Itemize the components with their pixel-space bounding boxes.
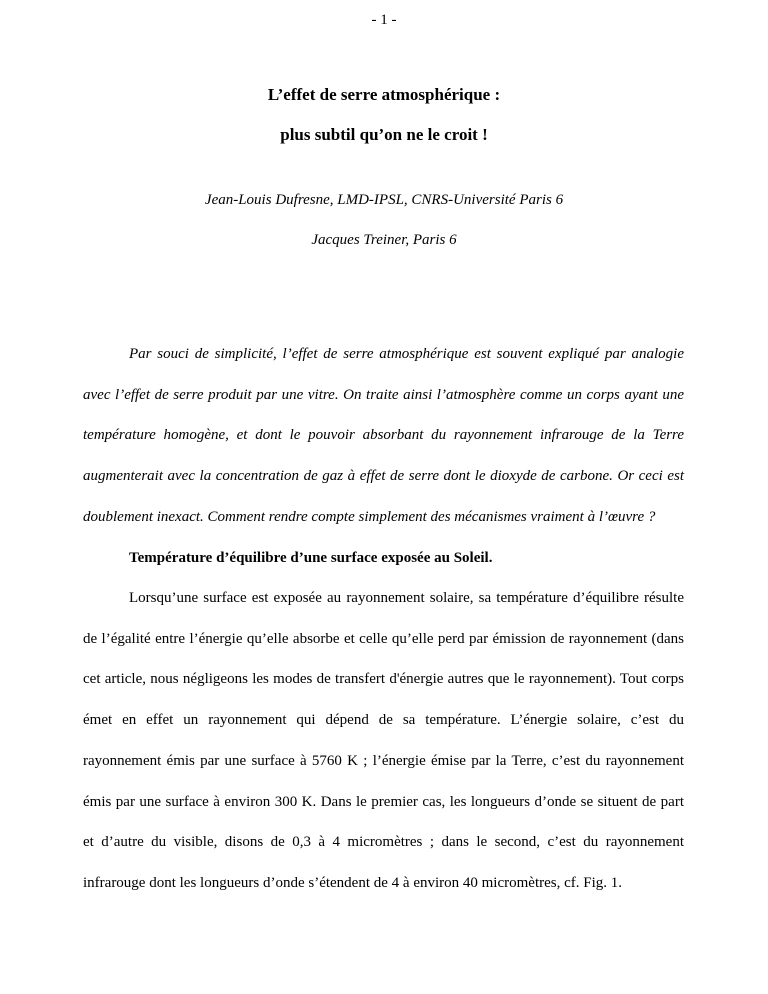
section-heading: Température d’équilibre d’une surface exposée au Soleil. (129, 550, 493, 566)
section-paragraph: Lorsqu’une surface est exposée au rayonnement solaire, sa température d’équilibre résulte de l’égalité entre l’énergie qu’elle absorbe et celle qu’elle perd par émission de rayonnement (dans cet article, nous négligeons les modes de transfert d'énergie autres que le rayonnement). Tout corps émet en effet un rayonnement qui dépend de sa température. L’énergie solaire, c’est du rayonnement émis par une surface à 5760 K ; l’énergie émise par la Terre, c’est du rayonnement émis par une surface à environ 300 K. Dans le premier cas, les longueurs d’onde se situent de part et d’autre du visible, disons de 0,3 à 4 micromètres ; dans le second, c’est du rayonnement infrarouge dont les longueurs d’onde s’étendent de 4 à environ 40 micromètres, cf. Fig. 1. (83, 590, 684, 891)
author-2: Jacques Treiner, Paris 6 (311, 232, 457, 248)
abstract-paragraph: Par souci de simplicité, l’effet de serre atmosphérique est souvent expliqué par analogie avec l’effet de serre produit par une vitre. On traite ainsi l’atmosphère comme un corps ayant une température homogène, et dont le pouvoir absorbant du rayonnement infrarouge de la Terre augmenterait avec la concentration de gaz à effet de serre dont le dioxyde de carbone. Or ceci est doublement inexact. Comment rendre compte simplement des mécanismes vraiment à l’œuvre ? (83, 346, 684, 525)
title-line-1: L’effet de serre atmosphérique : (267, 85, 501, 104)
author-1: Jean-Louis Dufresne, LMD-IPSL, CNRS-Université Paris 6 (204, 192, 564, 208)
title-line-2: plus subtil qu’on ne le croit ! (280, 125, 488, 144)
page-number: - 1 - (371, 12, 397, 28)
